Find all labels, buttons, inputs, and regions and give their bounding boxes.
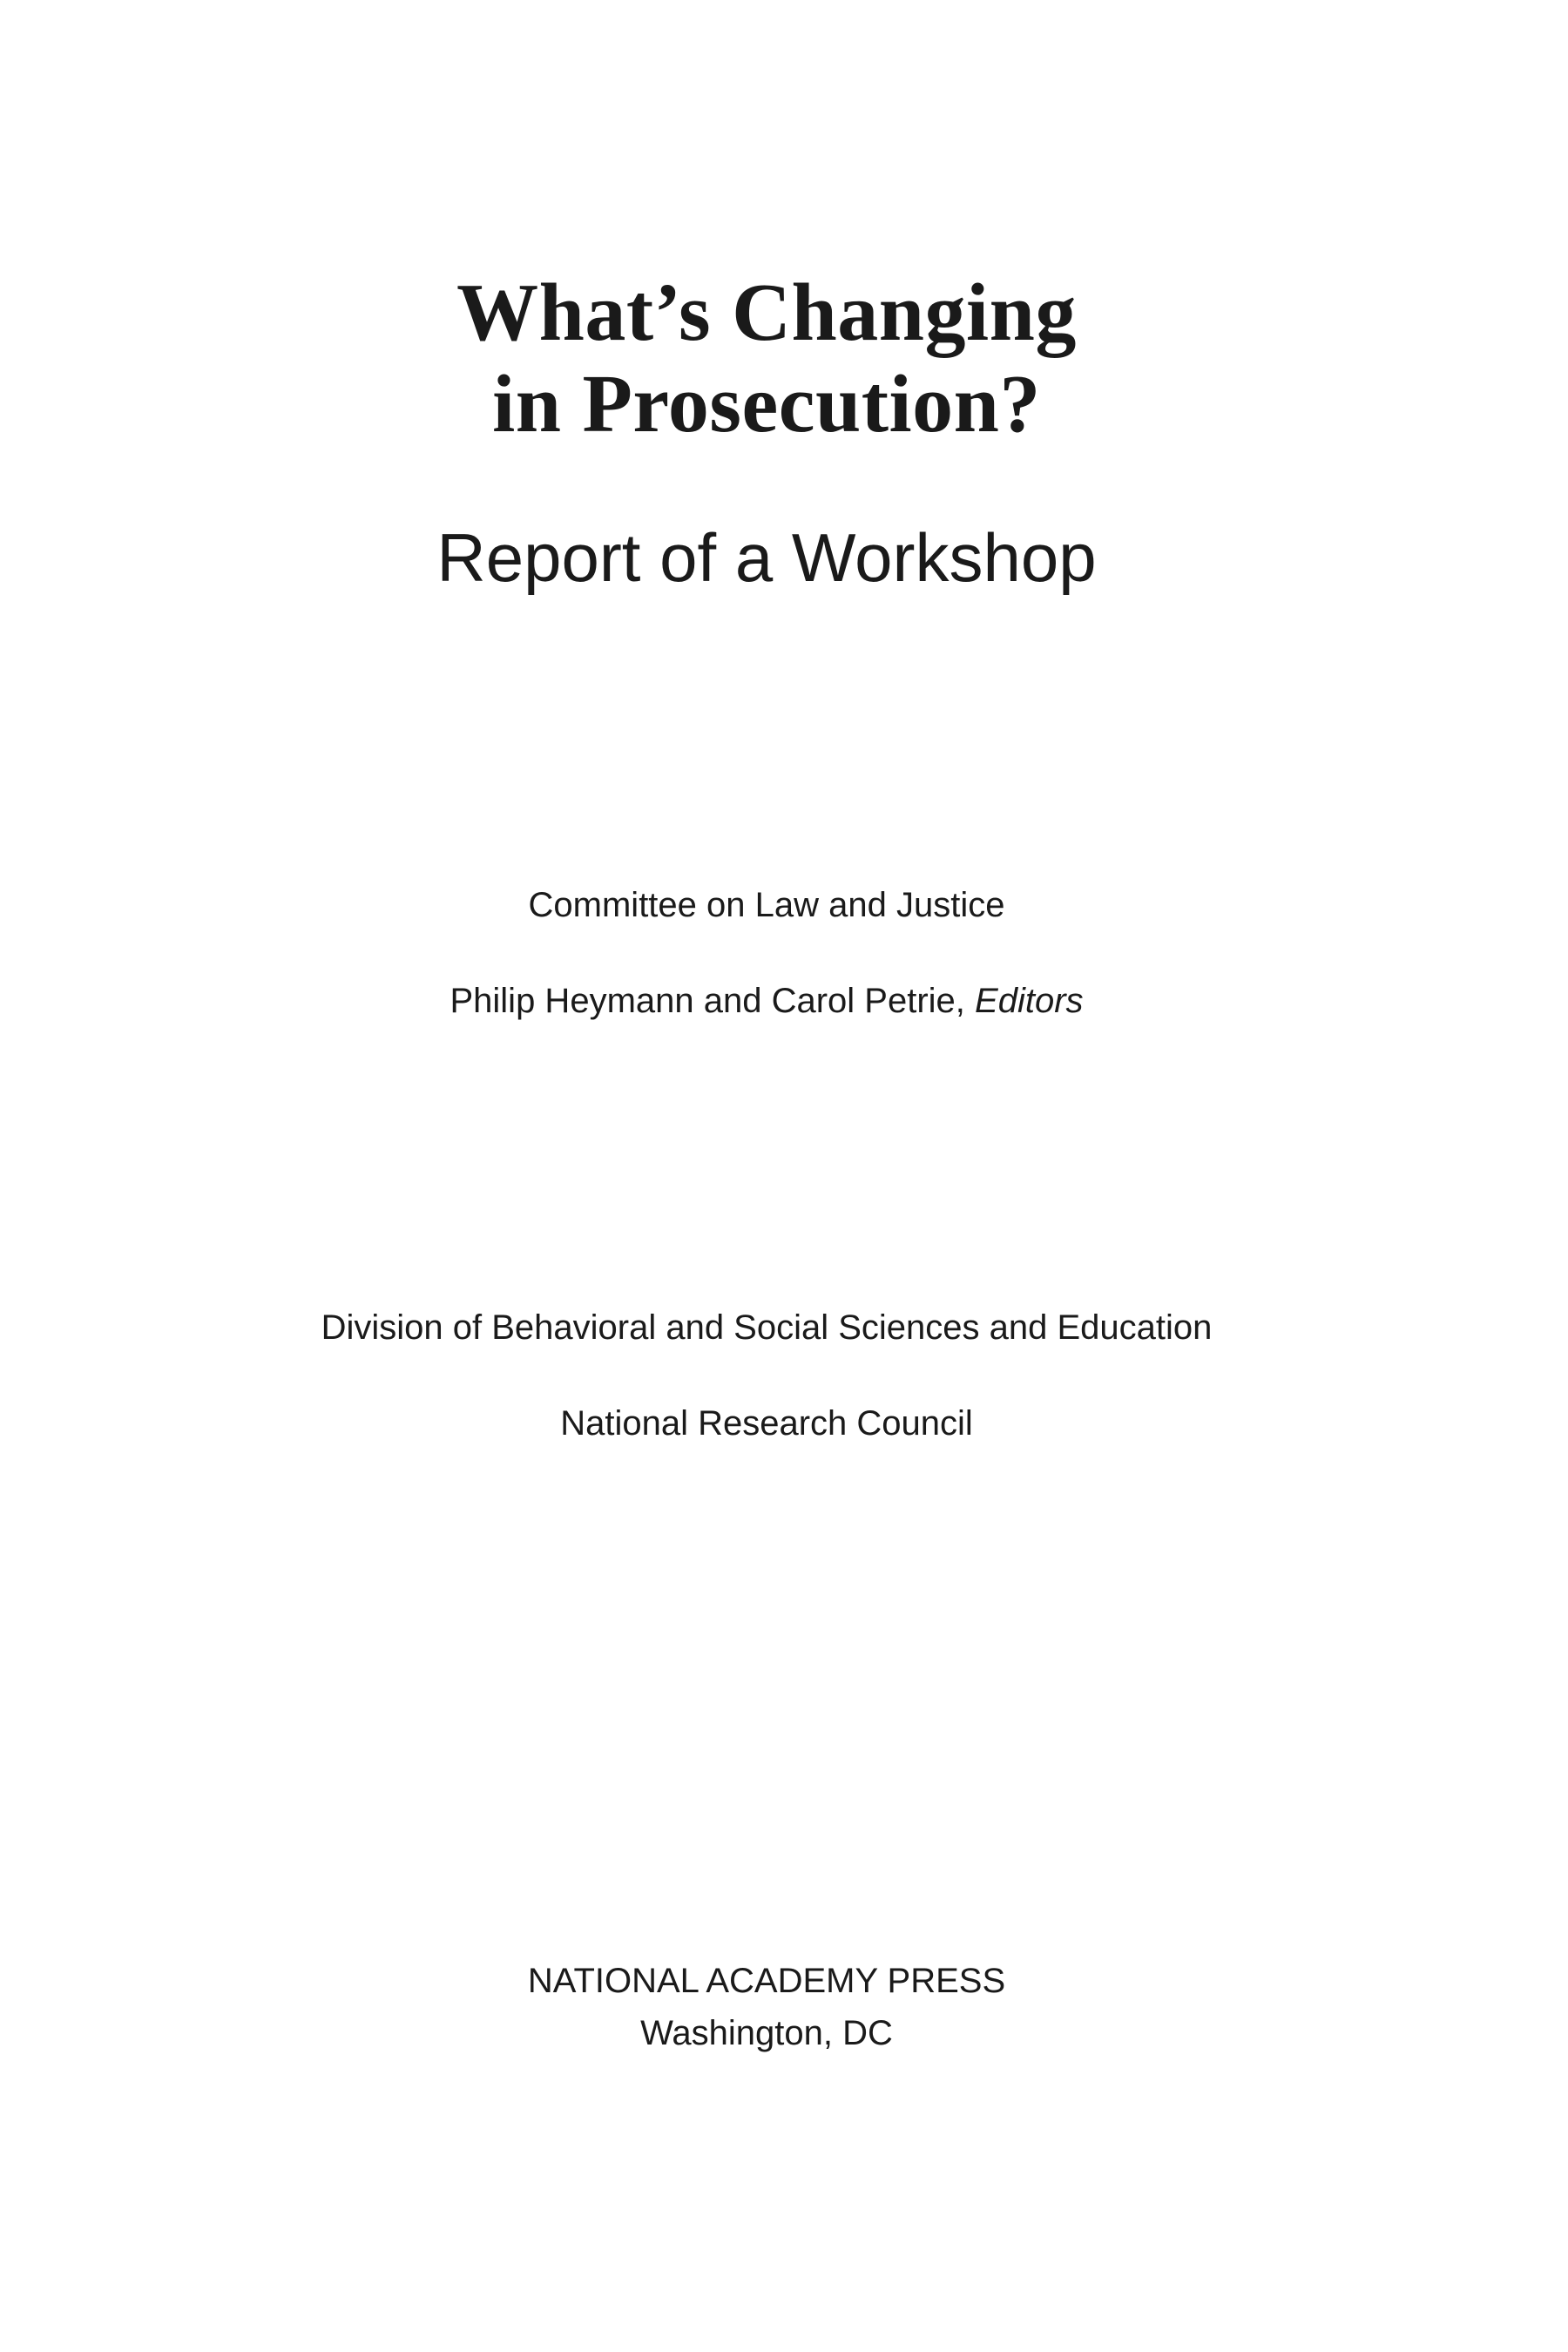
division-name: Division of Behavioral and Social Sciences and Education [321,1308,1213,1347]
committee-name: Committee on Law and Justice [528,886,1005,924]
publisher-name: NATIONAL ACADEMY PRESS [527,1962,1006,2000]
book-title-line-2: in Prosecution? [492,359,1041,449]
publisher-city: Washington, DC [640,2014,893,2052]
book-subtitle: Report of a Workshop [436,519,1097,596]
editors-line [0,982,1533,1021]
council-name: National Research Council [560,1404,973,1443]
editors-role: Editors [975,982,1084,1020]
editor-names: Philip Heymann and Carol Petrie, [449,982,965,1020]
book-title-line-1: What’s Changing [456,267,1077,358]
